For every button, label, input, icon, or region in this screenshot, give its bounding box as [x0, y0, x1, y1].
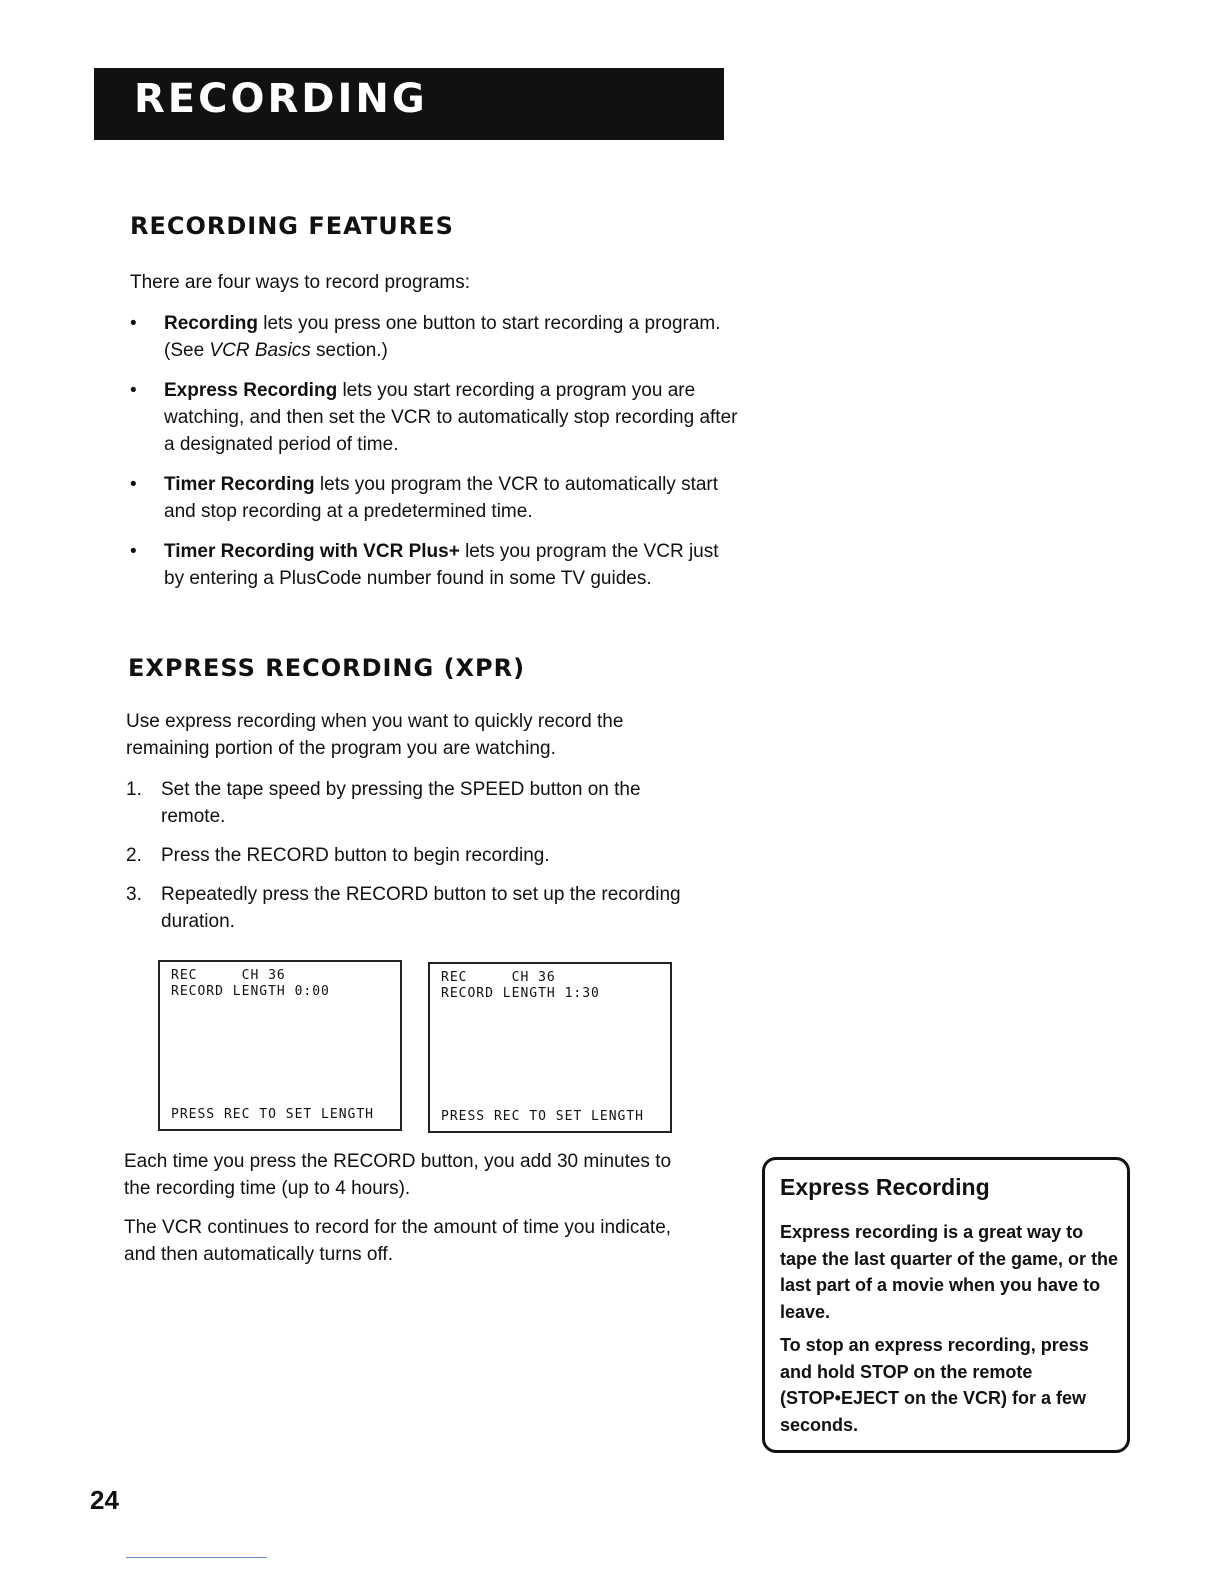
recording-features-heading: RECORDING FEATURES — [130, 212, 454, 240]
xpr-intro: Use express recording when you want to quickly record the remaining portion of the program you are watching. — [126, 711, 624, 759]
step-number: 2. — [126, 845, 142, 866]
feature-italic: VCR Basics — [209, 340, 311, 361]
list-item — [130, 377, 740, 458]
osd-channel-line: REC CH 36 — [171, 968, 286, 983]
sidebar-title: Express Recording — [780, 1174, 990, 1200]
sidebar-paragraph-1: Express recording is a great way to tape the last quarter of the game, or the last part of a movie when you have to leave. — [780, 1222, 1119, 1322]
feature-term: Express Recording — [164, 380, 338, 401]
section-banner — [94, 68, 724, 140]
step-text: Press the RECORD button to begin recording. — [161, 845, 550, 866]
features-list — [130, 310, 740, 605]
osd-top-lines — [171, 968, 330, 1000]
express-recording-heading: EXPRESS RECORDING (XPR) — [128, 654, 526, 682]
list-item — [130, 310, 740, 364]
feature-term: Timer Recording with VCR Plus+ — [164, 541, 460, 562]
osd-length-line: RECORD LENGTH 1:30 — [441, 986, 600, 1001]
osd-prompt: PRESS REC TO SET LENGTH — [171, 1107, 375, 1122]
feature-text: lets you program the VCR to automatically start and stop recording at a predetermined time. — [164, 474, 719, 522]
list-item — [126, 881, 686, 935]
feature-term: Recording — [164, 313, 258, 334]
express-recording-sidebar — [762, 1157, 1130, 1453]
osd-screen-0 — [158, 960, 402, 1131]
features-intro: There are four ways to record programs: — [130, 272, 471, 293]
feature-text: lets you start recording a program you are watching, and then set the VCR to automatically stop recording after a designated period of time. — [164, 380, 738, 455]
feature-text: lets you program the VCR just by entering a PlusCode number found in some TV guides. — [164, 541, 719, 589]
page-number: 24 — [90, 1485, 119, 1515]
feature-text: lets you press one button to start recording a program. (See — [164, 313, 721, 361]
list-item — [126, 842, 686, 869]
step-number: 1. — [126, 779, 142, 800]
steps-list — [126, 776, 686, 947]
list-item — [130, 538, 740, 592]
list-item — [126, 776, 686, 830]
osd-length-line: RECORD LENGTH 0:00 — [171, 984, 330, 999]
bullet-icon: • — [130, 313, 137, 334]
bullet-icon: • — [130, 380, 137, 401]
bullet-icon: • — [130, 474, 137, 495]
osd-channel-line: REC CH 36 — [441, 970, 556, 985]
osd-top-lines — [441, 970, 600, 1002]
bullet-icon: • — [130, 541, 137, 562]
section-title: RECORDING — [134, 76, 428, 122]
feature-text-after: section.) — [310, 340, 388, 361]
sidebar-paragraph-2: To stop an express recording, press and hold STOP on the remote (STOP•EJECT on the VCR) for a few seconds. — [780, 1335, 1089, 1435]
list-item — [130, 471, 740, 525]
step-text: Repeatedly press the RECORD button to set up the recording duration. — [161, 884, 681, 932]
step-text: Set the tape speed by pressing the SPEED button on the remote. — [161, 779, 641, 827]
feature-term: Timer Recording — [164, 474, 315, 495]
osd-screen-1 — [428, 962, 672, 1133]
osd-prompt: PRESS REC TO SET LENGTH — [441, 1109, 645, 1124]
xpr-after-2: The VCR continues to record for the amount of time you indicate, and then automatically turns off. — [124, 1217, 672, 1265]
step-number: 3. — [126, 884, 142, 905]
footer-rule — [126, 1557, 267, 1558]
xpr-after-1: Each time you press the RECORD button, you add 30 minutes to the recording time (up to 4 hours). — [124, 1151, 672, 1199]
